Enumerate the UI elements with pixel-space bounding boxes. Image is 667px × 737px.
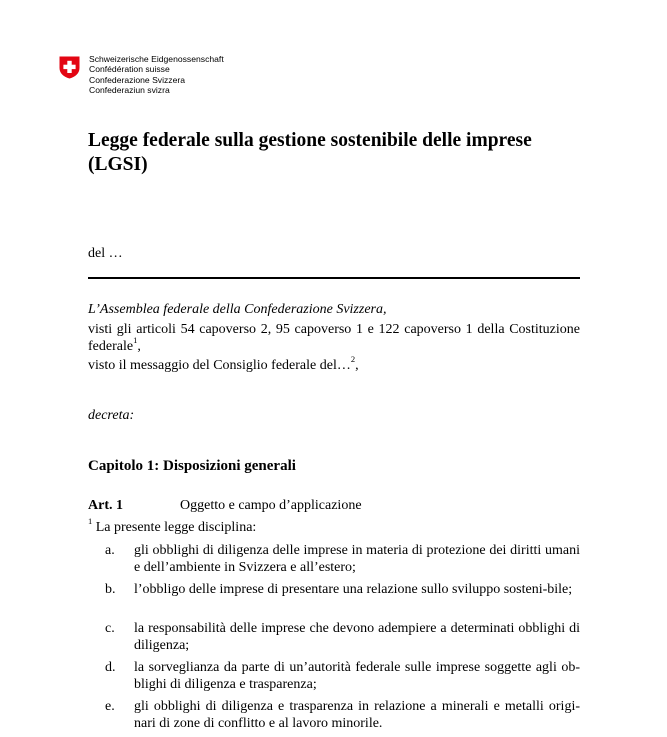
footnote-marker-2[interactable]: 2 xyxy=(350,354,356,365)
federal-authority-name xyxy=(89,54,224,96)
list-item-letter: b. xyxy=(105,582,116,597)
authority-line-romansh: Confederaziun svizra xyxy=(89,85,170,96)
footnote-marker-1[interactable]: 1 xyxy=(133,335,138,346)
article-item-list xyxy=(88,542,580,737)
consideration-2-text: visto il messaggio del Consiglio federale del… xyxy=(88,358,351,373)
article-title: Oggetto e campo d’applicazione xyxy=(180,498,362,513)
consideration-message xyxy=(88,354,580,374)
consideration-constitution xyxy=(88,321,580,355)
decree-line: decreta: xyxy=(88,408,135,423)
consideration-1-end: , xyxy=(137,339,141,354)
assembly-line: L’Assemblea federale della Confederazione Svizzera, xyxy=(88,302,387,317)
authority-line-italian: Confederazione Svizzera xyxy=(89,74,186,85)
swiss-cross-shield-icon xyxy=(59,56,80,79)
list-item-text: la sorveglianza da parte di un’autorità federale sulle imprese soggette agli ob-blighi di diligenza e trasparenza; xyxy=(134,660,580,692)
list-item-letter: a. xyxy=(105,543,115,558)
document-title: Legge federale sulla gestione sostenibile delle imprese (LGSI) xyxy=(88,130,532,175)
list-item xyxy=(88,620,580,654)
list-item-text: la responsabilità delle imprese che devono adempiere a determinati obblighi di diligenza; xyxy=(134,621,580,653)
preamble-considerations xyxy=(88,321,580,374)
list-item xyxy=(88,581,580,615)
article-number: Art. 1 xyxy=(88,498,123,513)
consideration-1-text: visti gli articoli 54 capoverso 2, 95 capoverso 1 e 122 capoverso 1 della Costituzione federale xyxy=(88,322,580,354)
list-item xyxy=(88,542,580,576)
chapter-heading: Capitolo 1: Disposizioni generali xyxy=(88,458,296,474)
list-item-text: gli obblighi di diligenza e trasparenza in relazione a minerali e metalli origi-nari di zone di conflitto e al lavoro minorile. xyxy=(134,699,580,731)
article-paragraph-intro xyxy=(88,516,257,536)
authority-line-german: Schweizerische Eidgenossenschaft xyxy=(89,54,224,64)
authority-line-french: Confédération suisse xyxy=(89,64,170,75)
list-item xyxy=(88,698,580,732)
consideration-2-end: , xyxy=(355,358,359,373)
date-line: del … xyxy=(88,246,123,261)
horizontal-divider xyxy=(88,277,580,279)
paragraph-number: 1 xyxy=(88,516,93,527)
list-item xyxy=(88,659,580,693)
list-item-text: l’obbligo delle imprese di presentare una relazione sullo sviluppo sosteni-bile; xyxy=(134,582,573,597)
list-item-letter: c. xyxy=(105,621,115,636)
list-item-text: gli obblighi di diligenza delle imprese in materia di protezione dei diritti umani e dell’ambiente in Svizzera e all’estero; xyxy=(134,543,580,575)
paragraph-intro-text: La presente legge disciplina: xyxy=(95,520,257,535)
list-item-letter: d. xyxy=(105,660,116,675)
list-item-letter: e. xyxy=(105,699,115,714)
